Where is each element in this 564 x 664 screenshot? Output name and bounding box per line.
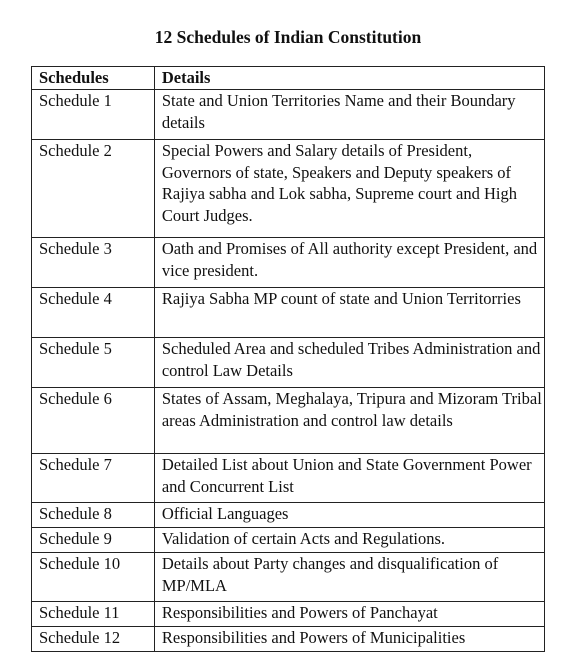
column-header-details: Details — [154, 67, 544, 90]
table-row — [32, 528, 545, 553]
schedule-cell: Schedule 10 — [32, 553, 155, 602]
details-cell: Rajiya Sabha MP count of state and Union Territorries — [154, 288, 544, 338]
table-row — [32, 90, 545, 140]
table-row — [32, 288, 545, 338]
schedules-table — [31, 66, 545, 652]
details-cell: Scheduled Area and scheduled Tribes Administration and control Law Details — [154, 338, 544, 388]
details-cell: Responsibilities and Powers of Panchayat — [154, 602, 544, 627]
schedule-cell: Schedule 2 — [32, 140, 155, 238]
schedule-cell: Schedule 9 — [32, 528, 155, 553]
table-row — [32, 454, 545, 503]
schedule-cell: Schedule 12 — [32, 627, 155, 652]
column-header-schedules: Schedules — [32, 67, 155, 90]
details-cell: Details about Party changes and disqualification of MP/MLA — [154, 553, 544, 602]
details-cell: Official Languages — [154, 503, 544, 528]
table-row — [32, 627, 545, 652]
table-header-row — [32, 67, 545, 90]
document-title: 12 Schedules of Indian Constitution — [154, 27, 422, 47]
details-cell: Special Powers and Salary details of President, Governors of state, Speakers and Deputy speakers of Rajiya sabha and Lok sabha, Supreme court and High Court Judges. — [154, 140, 544, 238]
table-row — [32, 503, 545, 528]
schedule-cell: Schedule 4 — [32, 288, 155, 338]
details-cell: Validation of certain Acts and Regulations. — [154, 528, 544, 553]
table-row — [32, 388, 545, 454]
details-cell: States of Assam, Meghalaya, Tripura and Mizoram Tribal areas Administration and control law details — [154, 388, 544, 454]
schedule-cell: Schedule 8 — [32, 503, 155, 528]
table-row — [32, 140, 545, 238]
schedule-cell: Schedule 3 — [32, 238, 155, 288]
table-row — [32, 338, 545, 388]
schedule-cell: Schedule 1 — [32, 90, 155, 140]
schedule-cell: Schedule 6 — [32, 388, 155, 454]
table-row — [32, 238, 545, 288]
schedule-cell: Schedule 11 — [32, 602, 155, 627]
details-cell: Oath and Promises of All authority except President, and vice president. — [154, 238, 544, 288]
details-cell: Responsibilities and Powers of Municipalities — [154, 627, 544, 652]
table-row — [32, 553, 545, 602]
details-cell: Detailed List about Union and State Government Power and Concurrent List — [154, 454, 544, 503]
schedule-cell: Schedule 5 — [32, 338, 155, 388]
schedule-cell: Schedule 7 — [32, 454, 155, 503]
details-cell: State and Union Territories Name and their Boundary details — [154, 90, 544, 140]
table-row — [32, 602, 545, 627]
